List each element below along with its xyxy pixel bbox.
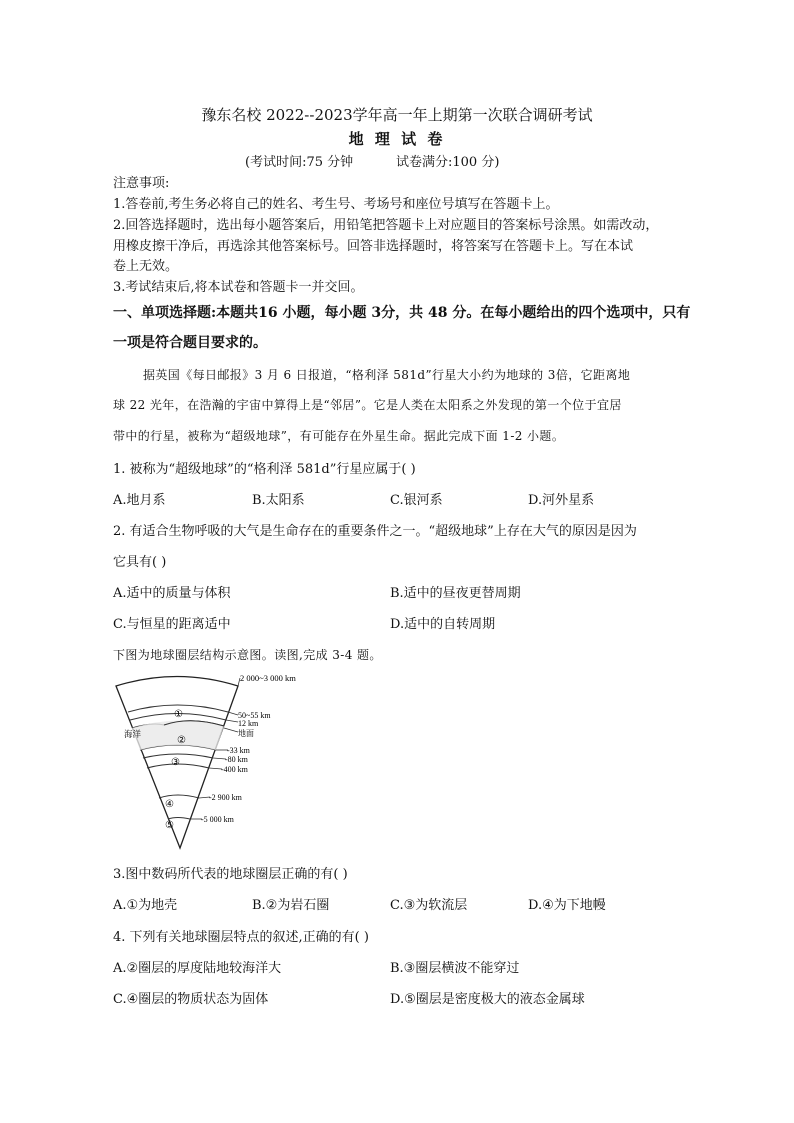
layer-2-marker: ② <box>177 735 186 746</box>
ocean-label: 海洋 <box>124 729 142 739</box>
question-1-stem: 1. 被称为“超级地球”的“格利泽 581d”行星应属于( ) <box>113 462 416 477</box>
depth-label-7: -5 000 km <box>201 815 234 824</box>
exam-time: (考试时间:75 分钟 <box>245 155 354 170</box>
passage-line-2: 球 22 光年，在浩瀚的宇宙中算得上是“邻居”。它是人类在太阳系之外发现的第一个位于宜居 <box>113 398 622 412</box>
note-2-line-3: 卷上无效。 <box>113 259 179 274</box>
layer-5-marker: ⑤ <box>165 820 174 831</box>
question-1-option-b: B.太阳系 <box>252 493 305 508</box>
section-heading-line-2: 一项是符合题目要求的。 <box>113 335 267 351</box>
section-heading-line-1: 一、单项选择题:本题共16 小题，每小题 3分，共 48 分。在每小题给出的四个选项中，只有 <box>113 305 691 321</box>
question-2-option-c: C.与恒星的距离适中 <box>113 617 231 632</box>
question-2-stem-line-2: 它具有( ) <box>113 555 167 570</box>
note-2-line-1: 2.回答选择题时，选出每小题答案后，用铅笔把答题卡上对应题目的答案标号涂黑。如需改动， <box>113 218 659 233</box>
question-3-option-d: D.④为下地幔 <box>528 898 606 913</box>
note-2-line-2: 用橡皮擦干净后，再选涂其他答案标号。回答非选择题时，将答案写在答题卡上。写在本试 <box>113 239 634 254</box>
depth-label-1: 50~55 km <box>238 711 271 720</box>
question-1-option-a: A.地月系 <box>113 493 166 508</box>
question-4-stem: 4. 下列有关地球圈层特点的叙述,正确的有( ) <box>113 930 369 945</box>
passage-line-1: 据英国《每日邮报》3 月 6 日报道，“格利泽 581d”行星大小约为地球的 3倍，它距离地 <box>143 368 631 382</box>
question-2-stem-line-1: 2. 有适合生物呼吸的大气是生命存在的重要条件之一。“超级地球”上存在大气的原因是因为 <box>113 524 637 539</box>
question-2-option-b: B.适中的昼夜更替周期 <box>390 586 521 601</box>
layer-1-marker: ① <box>174 709 183 720</box>
question-2-option-d: D.适中的自转周期 <box>390 617 496 632</box>
notes-heading: 注意事项: <box>113 176 170 191</box>
question-2-option-a: A.适中的质量与体积 <box>113 586 231 601</box>
depth-label-6: -2 900 km <box>209 793 242 802</box>
question-3-option-c: C.③为软流层 <box>390 898 468 913</box>
question-4-option-c: C.④圈层的物质状态为固体 <box>113 992 269 1007</box>
depth-label-2: 12 km <box>238 719 259 728</box>
question-1-option-d: D.河外星系 <box>528 493 595 508</box>
question-4-option-d: D.⑤圈层是密度极大的液态金属球 <box>390 992 585 1007</box>
layer-4-marker: ④ <box>165 799 174 810</box>
top-depth-label: 2 000~3 000 km <box>240 673 296 683</box>
note-3: 3.考试结束后,将本试卷和答题卡一并交回。 <box>113 280 364 295</box>
depth-label-5: -400 km <box>221 765 248 774</box>
earth-layers-diagram <box>110 670 340 852</box>
question-1-option-c: C.银河系 <box>390 493 443 508</box>
question-4-option-b: B.③圈层横波不能穿过 <box>390 961 520 976</box>
question-4-option-a: A.②圈层的厚度陆地较海洋大 <box>113 961 282 976</box>
question-3-stem: 3.图中数码所代表的地球圈层正确的有( ) <box>113 867 348 882</box>
note-1: 1.答卷前,考生务必将自己的姓名、考生号、考场号和座位号填写在答题卡上。 <box>113 197 559 212</box>
exam-title: 豫东名校 2022--2023学年高一年上期第一次联合调研考试 <box>201 106 593 124</box>
passage-line-3: 带中的行星，被称为“超级地球”，有可能存在外星生命。据此完成下面 1-2 小题。 <box>113 429 565 443</box>
figure-intro: 下图为地球圈层结构示意图。读图,完成 3-4 题。 <box>113 648 382 662</box>
subject-title: 地 理 试 卷 <box>348 130 446 148</box>
depth-label-4: -80 km <box>225 755 248 764</box>
exam-score: 试卷满分:100 分) <box>396 155 500 170</box>
layer-3-marker: ③ <box>171 757 180 768</box>
ground-label: 地面 <box>238 729 254 738</box>
depth-label-3: -33 km <box>227 746 250 755</box>
question-3-option-b: B.②为岩石圈 <box>252 898 330 913</box>
question-3-option-a: A.①为地壳 <box>113 898 178 913</box>
